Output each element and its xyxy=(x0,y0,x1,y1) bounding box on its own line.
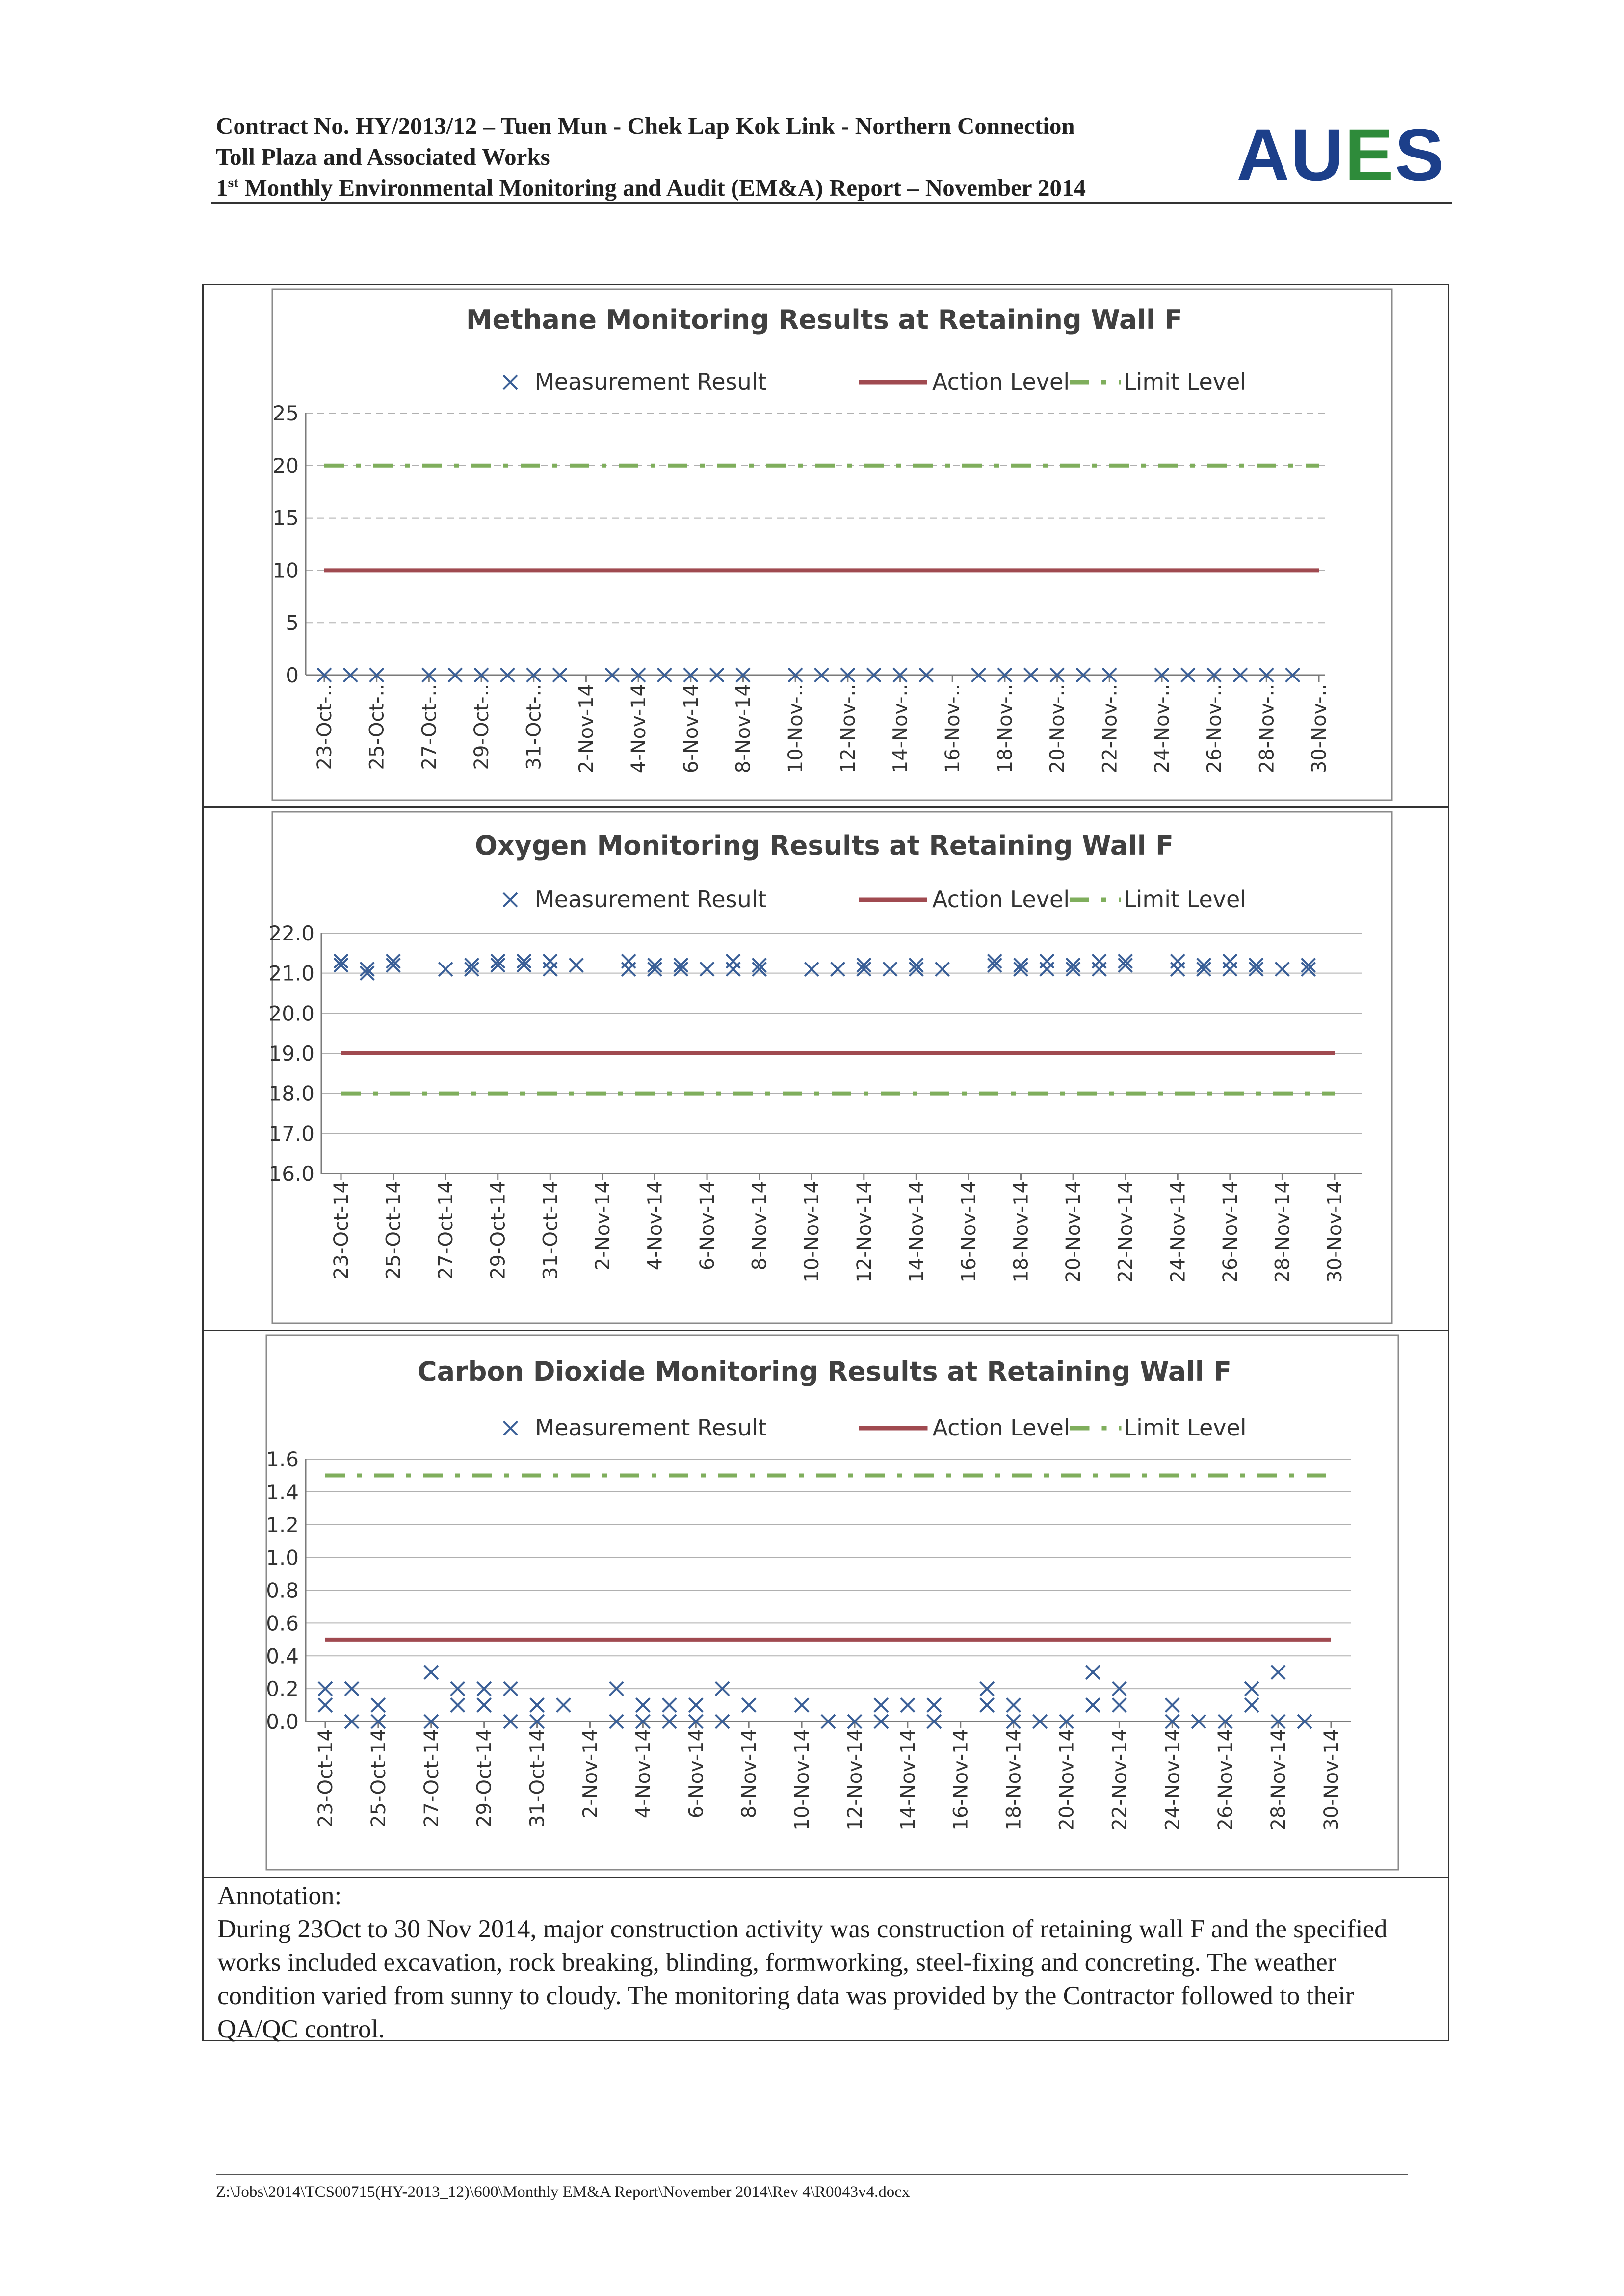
x-tick-label: 24-Nov-14 xyxy=(1161,1729,1184,1831)
measurement-point xyxy=(1040,954,1054,968)
x-tick-label: 22-Nov-14 xyxy=(1114,1181,1137,1283)
y-tick-label: 18.0 xyxy=(268,1081,314,1106)
x-tick-label: 28-Nov-.. xyxy=(1256,684,1279,774)
legend-measurement-label: Measurement Result xyxy=(535,1414,767,1441)
measurement-point xyxy=(874,1698,888,1712)
measurement-point xyxy=(622,954,635,968)
x-tick-label: 26-Nov-.. xyxy=(1203,684,1226,774)
x-tick-label: 22-Nov-.. xyxy=(1099,684,1122,774)
x-tick-label: 29-Oct-14 xyxy=(487,1181,510,1279)
x-tick-label: 24-Nov-14 xyxy=(1167,1181,1190,1283)
x-tick-label: 30-Nov-14 xyxy=(1324,1181,1346,1283)
legend-measurement-label: Measurement Result xyxy=(535,886,767,913)
footer-file-path: Z:\Jobs\2014\TCS00715(HY-2013_12)\600\Monthly EM&A Report\November 2014\Rev 4\R0043v4.docx xyxy=(216,2183,910,2201)
x-tick-label: 10-Nov-.. xyxy=(785,684,808,774)
measurement-point xyxy=(557,1698,571,1712)
chart-title: Methane Monitoring Results at Retaining Wall F xyxy=(466,304,1183,335)
annotation-body: During 23Oct to 30 Nov 2014, major construction activity was construction of retaining wall F and the specified works included excavation, rock breaking, blinding, formworking, steel-fixing and concreting. The weather condition varied from sunny to cloudy. The monitoring data was provided by the Contractor followed to their QA/QC control. xyxy=(217,1915,1388,2043)
y-tick-label: 21.0 xyxy=(268,961,314,986)
measurement-point xyxy=(1112,1698,1126,1712)
x-tick-label: 22-Nov-14 xyxy=(1108,1729,1131,1831)
legend-action-label: Action Level xyxy=(932,1414,1070,1441)
x-tick-label: 18-Nov-.. xyxy=(994,684,1017,774)
legend-limit-label: Limit Level xyxy=(1124,1414,1247,1441)
measurement-point xyxy=(636,1698,650,1712)
x-tick-label: 12-Nov-.. xyxy=(837,684,860,774)
measurement-point xyxy=(1275,963,1289,976)
y-tick-label: 1.6 xyxy=(266,1447,299,1471)
measurement-point xyxy=(689,1698,703,1712)
legend-action-label: Action Level xyxy=(932,368,1070,395)
x-tick-label: 6-Nov-14 xyxy=(696,1181,719,1271)
measurement-point xyxy=(1271,1666,1285,1679)
measurement-point xyxy=(1171,963,1184,976)
x-tick-label: 27-Oct-.. xyxy=(418,684,441,770)
measurement-point xyxy=(1223,963,1237,976)
y-tick-label: 20 xyxy=(272,453,299,478)
x-tick-label: 12-Nov-14 xyxy=(853,1181,876,1283)
x-tick-label: 27-Oct-14 xyxy=(420,1729,443,1827)
x-tick-label: 16-Nov-14 xyxy=(949,1729,972,1831)
measurement-point xyxy=(371,1698,385,1712)
x-tick-label: 8-Nov-14 xyxy=(748,1181,771,1271)
x-tick-label: 26-Nov-14 xyxy=(1214,1729,1237,1831)
measurement-point xyxy=(726,963,740,976)
x-tick-label: 29-Oct-14 xyxy=(473,1729,496,1827)
x-tick-label: 29-Oct-.. xyxy=(471,684,494,770)
report-title-superscript: st xyxy=(228,174,239,191)
y-tick-label: 17.0 xyxy=(268,1122,314,1146)
measurement-point xyxy=(726,954,740,968)
aues-logo xyxy=(1236,113,1445,196)
measurement-point xyxy=(424,1666,438,1679)
x-tick-label: 18-Nov-14 xyxy=(1010,1181,1033,1283)
x-tick-label: 28-Nov-14 xyxy=(1271,1181,1294,1283)
y-tick-label: 5 xyxy=(286,611,299,635)
chart-title: Carbon Dioxide Monitoring Results at Retaining Wall F xyxy=(418,1356,1231,1387)
y-tick-label: 19.0 xyxy=(268,1042,314,1066)
y-tick-label: 1.0 xyxy=(266,1545,299,1570)
measurement-point xyxy=(1092,954,1106,968)
legend-measurement-marker xyxy=(504,1421,518,1435)
x-tick-label: 6-Nov-14 xyxy=(680,684,703,774)
x-tick-label: 25-Oct-14 xyxy=(367,1729,390,1827)
y-tick-label: 15 xyxy=(272,506,299,530)
x-tick-label: 14-Nov-.. xyxy=(889,684,912,774)
measurement-point xyxy=(662,1698,676,1712)
x-tick-label: 2-Nov-14 xyxy=(579,1729,602,1819)
x-tick-label: 16-Nov-.. xyxy=(942,684,965,774)
measurement-point xyxy=(831,963,845,976)
legend-limit-label: Limit Level xyxy=(1124,368,1247,395)
contract-subtitle: Toll Plaza and Associated Works xyxy=(216,143,550,170)
measurement-point xyxy=(439,963,452,976)
measurement-point xyxy=(543,954,557,968)
x-tick-label: 31-Oct-.. xyxy=(523,684,546,770)
measurement-point xyxy=(1245,1698,1258,1712)
chart-title: Oxygen Monitoring Results at Retaining Wall F xyxy=(475,830,1174,861)
logo-e: E xyxy=(1344,113,1395,196)
x-tick-label: 27-Oct-14 xyxy=(435,1181,458,1279)
y-tick-label: 0.2 xyxy=(266,1677,299,1701)
x-tick-label: 2-Nov-14 xyxy=(591,1181,614,1271)
measurement-point xyxy=(1086,1698,1100,1712)
x-tick-label: 14-Nov-14 xyxy=(896,1729,919,1831)
measurement-point xyxy=(1092,963,1106,976)
y-tick-label: 0.8 xyxy=(266,1578,299,1603)
header-rule xyxy=(211,202,1452,204)
x-tick-label: 2-Nov-14 xyxy=(575,684,598,774)
measurement-point xyxy=(1086,1666,1100,1679)
measurement-point xyxy=(1165,1698,1179,1712)
x-tick-label: 8-Nov-14 xyxy=(732,684,755,774)
measurement-point xyxy=(742,1698,756,1712)
measurement-point xyxy=(1171,954,1184,968)
measurement-point xyxy=(451,1698,465,1712)
x-tick-label: 10-Nov-14 xyxy=(801,1181,824,1283)
measurement-point xyxy=(901,1698,915,1712)
x-tick-label: 30-Nov-14 xyxy=(1320,1729,1343,1831)
measurement-point xyxy=(883,963,897,976)
y-tick-label: 0 xyxy=(286,663,299,687)
y-tick-label: 16.0 xyxy=(268,1162,314,1186)
measurement-point xyxy=(318,1698,332,1712)
logo-s: S xyxy=(1394,113,1445,196)
y-tick-label: 22.0 xyxy=(268,921,314,945)
x-tick-label: 12-Nov-14 xyxy=(843,1729,866,1831)
x-tick-label: 26-Nov-14 xyxy=(1219,1181,1242,1283)
frame-divider-3 xyxy=(202,1877,1449,1878)
x-tick-label: 18-Nov-14 xyxy=(1002,1729,1025,1831)
y-tick-label: 25 xyxy=(272,401,299,425)
x-tick-label: 23-Oct-14 xyxy=(314,1729,337,1827)
logo-au: AU xyxy=(1236,113,1345,196)
x-tick-label: 23-Oct-.. xyxy=(314,684,336,770)
x-tick-label: 4-Nov-14 xyxy=(644,1181,667,1271)
x-tick-label: 16-Nov-14 xyxy=(957,1181,980,1283)
y-tick-label: 1.2 xyxy=(266,1513,299,1537)
measurement-point xyxy=(1040,963,1054,976)
measurement-point xyxy=(1223,954,1237,968)
footer-rule xyxy=(216,2174,1408,2175)
y-tick-label: 0.4 xyxy=(266,1644,299,1669)
report-title-number: 1 xyxy=(216,174,228,201)
legend-measurement-marker xyxy=(503,893,517,907)
measurement-point xyxy=(477,1698,491,1712)
measurement-point xyxy=(805,963,818,976)
y-tick-label: 10 xyxy=(272,558,299,583)
measurement-point xyxy=(530,1698,544,1712)
report-title-text: Monthly Environmental Monitoring and Audit (EM&A) Report – November 2014 xyxy=(238,174,1086,201)
x-tick-label: 20-Nov-14 xyxy=(1062,1181,1085,1283)
methane-chart xyxy=(253,286,1396,804)
x-tick-label: 28-Nov-14 xyxy=(1267,1729,1290,1831)
frame-divider-1 xyxy=(202,806,1449,808)
x-tick-label: 8-Nov-14 xyxy=(738,1729,761,1819)
x-tick-label: 31-Oct-14 xyxy=(539,1181,562,1279)
x-tick-label: 6-Nov-14 xyxy=(685,1729,708,1819)
x-tick-label: 25-Oct-14 xyxy=(382,1181,405,1279)
x-tick-label: 4-Nov-14 xyxy=(632,1729,655,1819)
measurement-point xyxy=(795,1698,809,1712)
measurement-point xyxy=(570,958,583,972)
x-tick-label: 23-Oct-14 xyxy=(330,1181,353,1279)
measurement-point xyxy=(980,1698,994,1712)
annotation-heading: Annotation: xyxy=(217,1881,342,1910)
y-tick-label: 20.0 xyxy=(268,1001,314,1026)
x-tick-label: 31-Oct-14 xyxy=(526,1729,549,1827)
legend-measurement-marker xyxy=(503,375,517,389)
measurement-point xyxy=(543,963,557,976)
x-tick-label: 4-Nov-14 xyxy=(628,684,651,774)
y-tick-label: 0.0 xyxy=(266,1710,299,1734)
y-tick-label: 0.6 xyxy=(266,1611,299,1636)
x-tick-label: 10-Nov-14 xyxy=(791,1729,814,1831)
measurement-point xyxy=(622,963,635,976)
x-tick-label: 25-Oct-.. xyxy=(366,684,389,770)
measurement-point xyxy=(927,1698,941,1712)
oxygen-chart xyxy=(253,808,1396,1327)
x-tick-label: 20-Nov-14 xyxy=(1055,1729,1078,1831)
contract-title: Contract No. HY/2013/12 – Tuen Mun - Chek Lap Kok Link - Northern Connection xyxy=(216,112,1075,139)
x-tick-label: 24-Nov-.. xyxy=(1151,683,1174,774)
measurement-point xyxy=(1007,1698,1021,1712)
legend-limit-label: Limit Level xyxy=(1124,886,1247,913)
x-tick-label: 30-Nov-.. xyxy=(1308,684,1331,774)
measurement-point xyxy=(936,963,949,976)
x-tick-label: 20-Nov-.. xyxy=(1046,684,1069,774)
frame-divider-2 xyxy=(202,1330,1449,1331)
legend-measurement-label: Measurement Result xyxy=(535,368,767,395)
y-tick-label: 1.4 xyxy=(266,1480,299,1504)
legend-action-label: Action Level xyxy=(932,886,1070,913)
carbon-dioxide-chart xyxy=(247,1331,1402,1874)
measurement-point xyxy=(700,963,714,976)
annotation xyxy=(217,1879,1439,2046)
x-tick-label: 14-Nov-14 xyxy=(905,1181,928,1283)
